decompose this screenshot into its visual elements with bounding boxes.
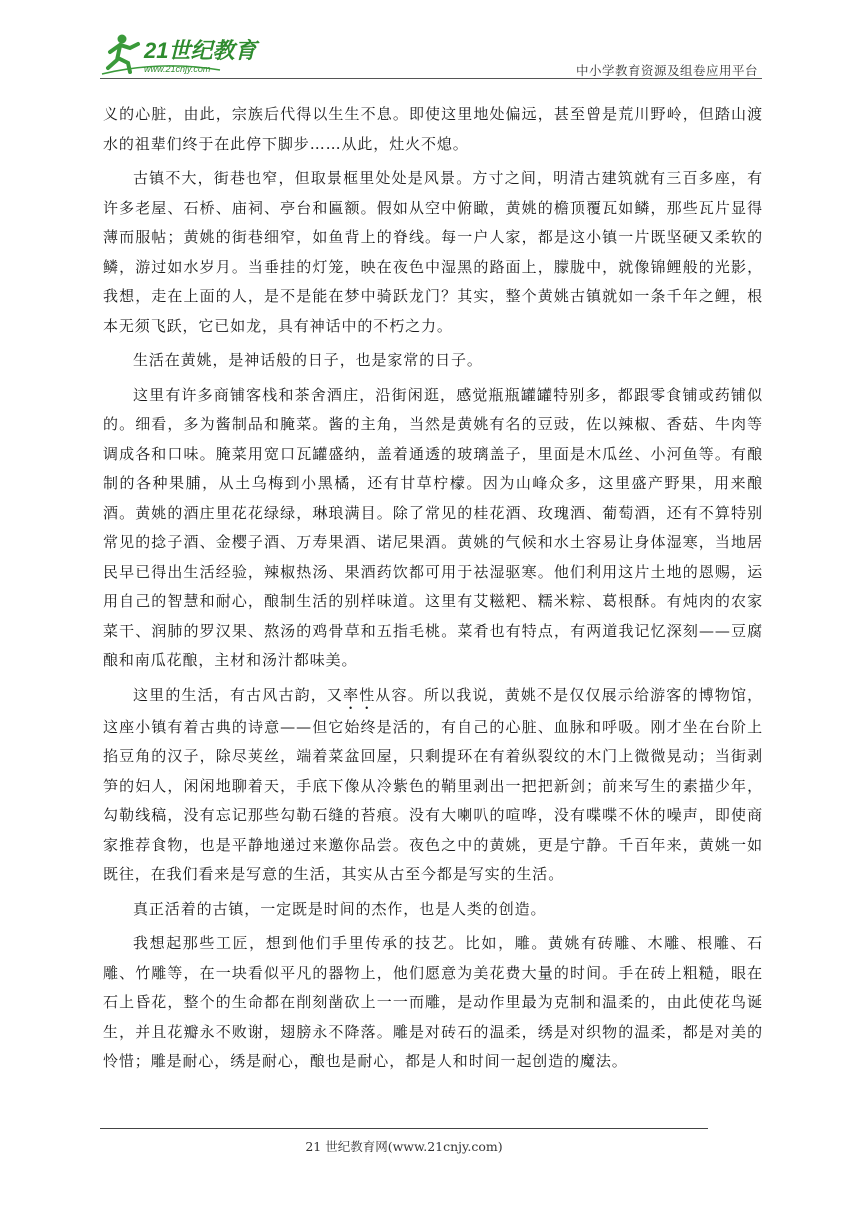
paragraph-3: 生活在黄姚，是神话般的日子，也是家常的日子。 [133, 351, 483, 369]
emphasized-word: 率性 [343, 685, 376, 704]
page-footer: 21 世纪教育网(www.21cnjy.com) [305, 1139, 503, 1154]
paragraph-6: 真正活着的古镇，一定既是时间的杰作，也是人类的创造。 [133, 899, 547, 918]
page-header [100, 30, 762, 80]
paragraph-5-lead: 这里的生活，有古风古韵，又 [133, 685, 344, 704]
site-name: 中小学教育资源及组卷应用平台 [575, 63, 758, 78]
header-divider [100, 78, 762, 79]
paragraph-1: 义的心脏，由此，宗族后代得以生生不息。即使这里地处偏远，甚至曾是荒川野岭，但踏山渡水的祖辈们终于在此停下脚步……从此，灶火不熄。 [103, 105, 763, 153]
paragraph-4: 这里有许多商铺客栈和茶舍酒庄，沿街闲逛，感觉瓶瓶罐罐特别多，都跟零食铺或药铺似的。细看，多为酱制品和腌菜。酱的主角，当然是黄姚有名的豆豉，佐以辣椒、香菇、牛肉等调成各和口味。腌菜用宽口瓦罐盛纳，盖着通透的玻璃盖子，里面是木瓜丝、小河鱼等。有酿制的各种果脯，从土乌梅到小黑橘，还有甘草柠檬。因为山峰众多，这里盛产野果，用来酿酒。黄姚的酒庄里花花绿绿，琳琅满目。除了常见的桂花酒、玫瑰酒、葡萄酒，还有不算特别常见的捻子酒、金樱子酒、万寿果酒、诺尼果酒。黄姚的气候和水土容易让身体湿寒，当地居民早已得出生活经验，辣椒热汤、果酒药饮都可用于祛湿驱寒。他们利用这片土地的恩赐，运用自己的智慧和耐心，酿制生活的别样味道。这里有艾糍粑、糯米粽、葛根酥。有炖肉的农家菜干、润肺的罗汉果、熬汤的鸡骨草和五指毛桃。菜肴也有特点，有两道我记忆深刻——豆腐酿和南瓜花酿，主材和汤汁都味美。 [103, 385, 763, 669]
paragraph-7: 我想起那些工匠，想到他们手里传承的技艺。比如，雕。黄姚有砖雕、木雕、根雕、石雕、竹雕等，在一块看似平凡的器物上，他们愿意为美花费大量的时间。手在砖上粗糙，眼在石上昏花，整个的生命都在削刻凿砍上一一而雕，是动作里最为克制和温柔的，由此使花鸟诞生，并且花瓣永不败谢，翅膀永不降落。雕是对砖石的温柔，绣是对织物的温柔，都是对美的怜惜；雕是耐心，绣是耐心，酿也是耐心，都是人和时间一起创造的魔法。 [103, 934, 763, 1070]
logo-icon [100, 30, 270, 80]
logo-wordmark: 21世纪教育 [144, 38, 257, 63]
paragraph-2: 古镇不大，街巷也窄，但取景框里处处是风景。方寸之间，明清古建筑就有三百多座，有许多老屋、石桥、庙祠、亭台和匾额。假如从空中俯瞰，黄姚的檐顶覆瓦如鳞，那些瓦片显得薄而服帖；黄姚的街巷细窄，如鱼背上的脊线。每一户人家，都是这小镇一片既坚硬又柔软的鳞，游过如水岁月。当垂挂的灯笼，映在夜色中湿黑的路面上，朦胧中，就像锦鲤般的光影，我想，走在上面的人，是不是能在梦中骑跃龙门？其实，整个黄姚古镇就如一条千年之鲤，根本无须飞跃，它已如龙，具有神话中的不朽之力。 [103, 169, 763, 335]
paragraph-5-rest: 从容。所以我说，黄姚不是仅仅展示给游客的博物馆，这座小镇有着古典的诗意——但它始终是活的，有自己的心脏、血脉和呼吸。刚才坐在台阶上掐豆角的汉子，除尽荚丝，端着菜盆回屋，只剩提环在有着纵裂纹的木门上微微晃动；当街剥笋的妇人，闲闲地聊着天，手底下像从冷紫色的鞘里剥出一把把新剑；前来写生的素描少年，勾勒线稿，没有忘记那些勾勒石缝的苔痕。没有大喇叭的喧哗，没有喋喋不休的噪声，即使商家推荐食物，也是平静地递过来邀你品尝。夜色之中的黄姚，更是宁静。千百年来，黄姚一如既往，在我们看来是写意的生活，其实从古至今都是写实的生活。 [103, 685, 764, 883]
paragraph-5 [103, 681, 763, 890]
footer-divider [100, 1128, 708, 1129]
article-body [103, 100, 763, 1077]
logo-url: www.21cnjy.com [144, 64, 211, 74]
